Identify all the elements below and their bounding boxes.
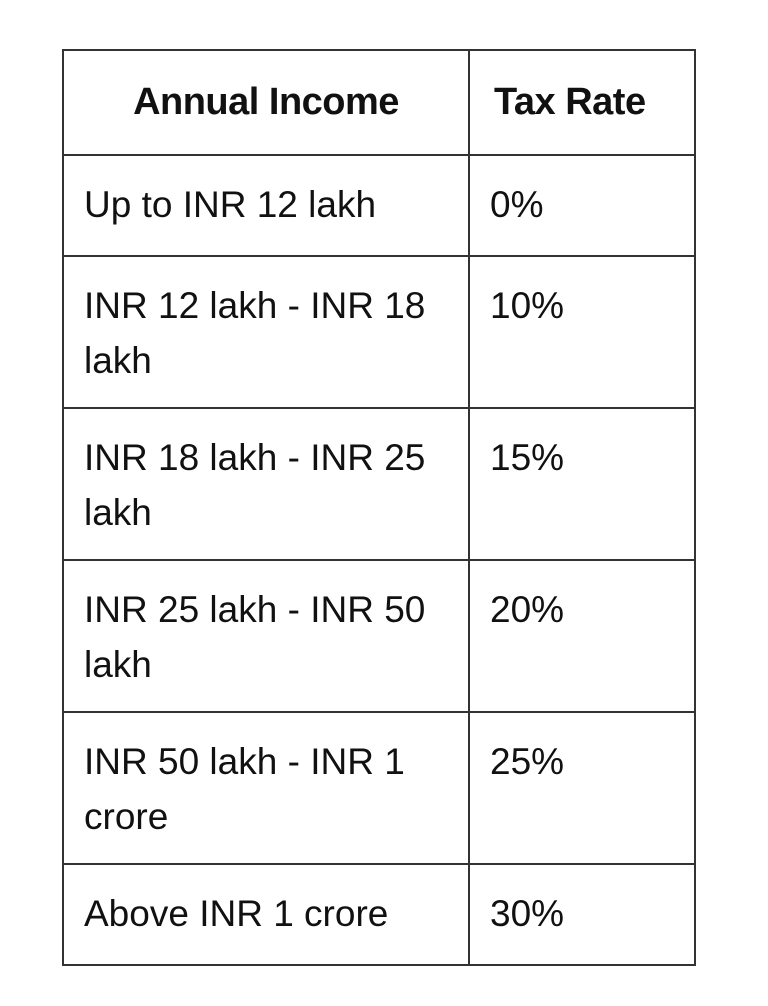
rate-cell: 15% bbox=[469, 408, 695, 560]
income-cell: INR 18 lakh - INR 25 lakh bbox=[63, 408, 469, 560]
income-cell: Above INR 1 crore bbox=[63, 864, 469, 965]
rate-cell: 25% bbox=[469, 712, 695, 864]
rate-cell: 20% bbox=[469, 560, 695, 712]
rate-cell: 30% bbox=[469, 864, 695, 965]
income-cell: Up to INR 12 lakh bbox=[63, 155, 469, 256]
header-tax-rate: Tax Rate bbox=[469, 50, 695, 155]
table-row bbox=[63, 408, 695, 560]
header-annual-income: Annual Income bbox=[63, 50, 469, 155]
tax-slab-table bbox=[62, 49, 696, 966]
table-row bbox=[63, 712, 695, 864]
table-header-row bbox=[63, 50, 695, 155]
table-row bbox=[63, 864, 695, 965]
income-cell: INR 12 lakh - INR 18 lakh bbox=[63, 256, 469, 408]
rate-cell: 10% bbox=[469, 256, 695, 408]
table-row bbox=[63, 155, 695, 256]
rate-cell: 0% bbox=[469, 155, 695, 256]
table-row bbox=[63, 560, 695, 712]
table-row bbox=[63, 256, 695, 408]
income-cell: INR 50 lakh - INR 1 crore bbox=[63, 712, 469, 864]
income-cell: INR 25 lakh - INR 50 lakh bbox=[63, 560, 469, 712]
